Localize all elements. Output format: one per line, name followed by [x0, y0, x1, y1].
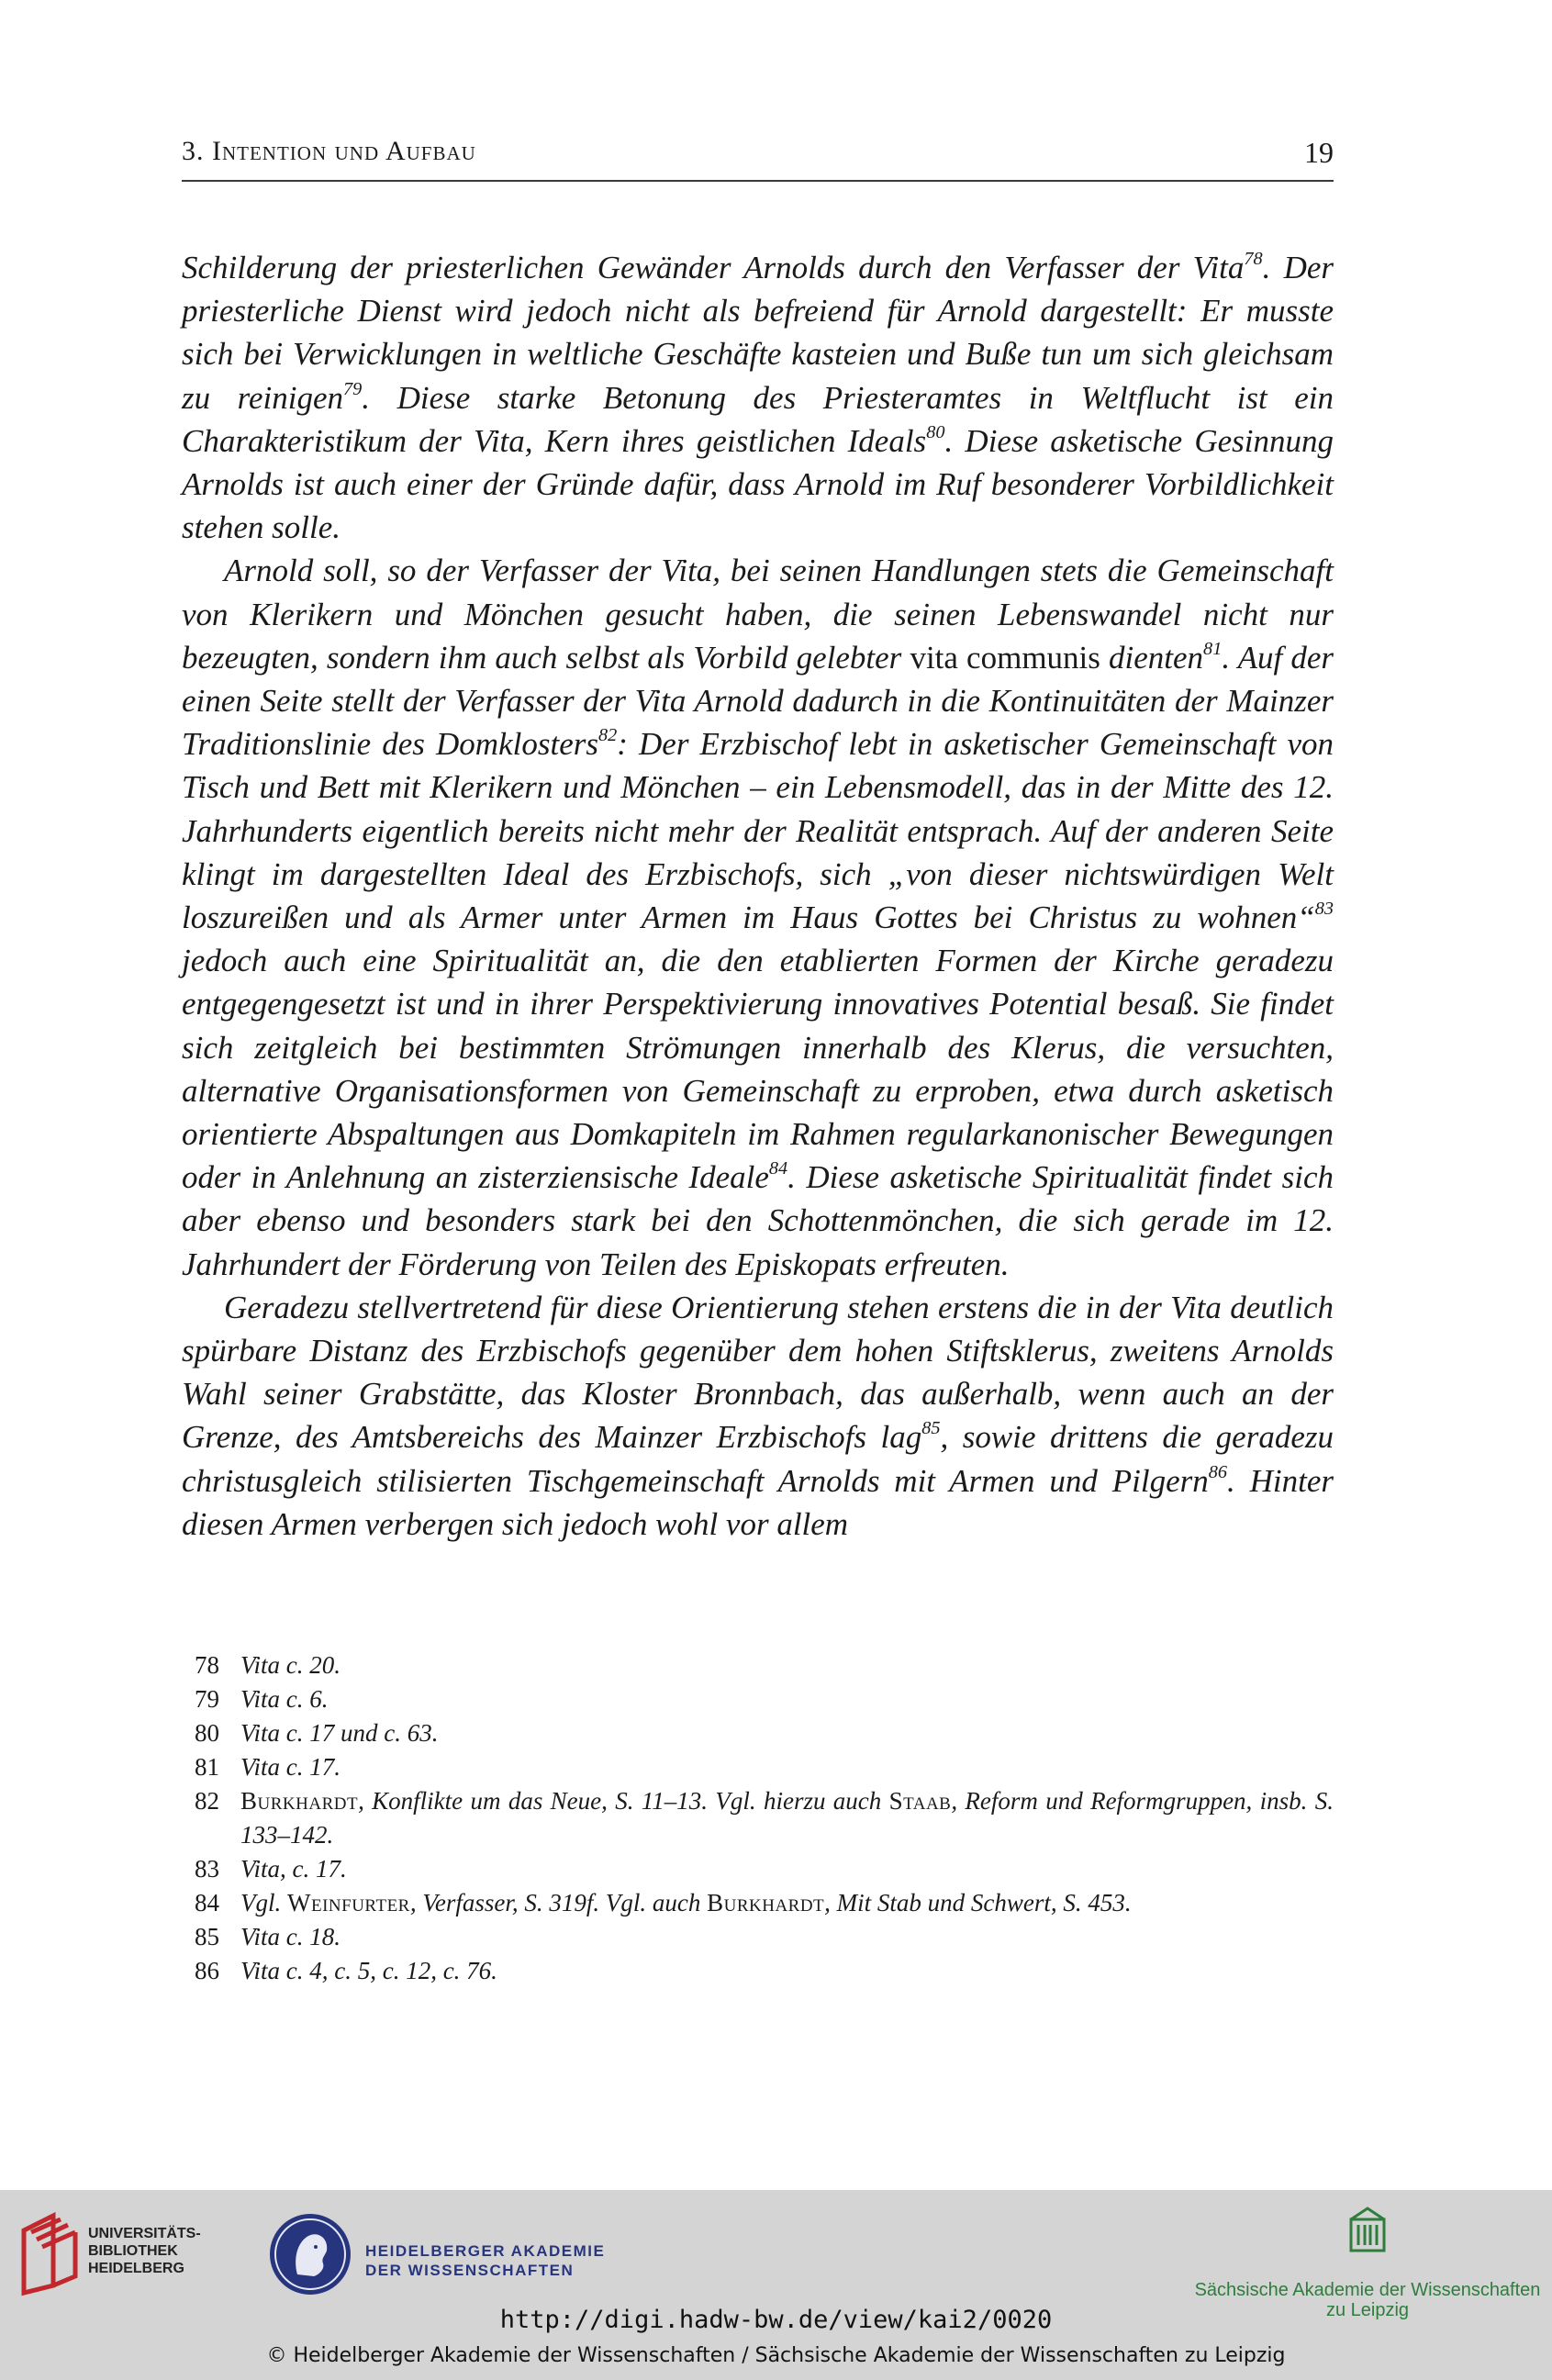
- footnote-text: [240, 1852, 1334, 1886]
- footnote-number: 79: [195, 1685, 219, 1713]
- footnote-text: [240, 1716, 1334, 1750]
- footnote: [195, 1784, 1334, 1852]
- text-run: , Verfasser, S. 319f. Vgl. auch: [409, 1889, 708, 1916]
- footnote-ref[interactable]: 86: [1208, 1461, 1228, 1482]
- text-run: . Der priesterliche Dienst wird jedoch nicht als befreiend für Arnold dargestellt: Er musste sich bei Verwicklungen in weltliche Geschäfte kasteien und Buße tun um sich gleichsam zu reinigen: [182, 250, 1334, 416]
- text-run: Schilderung der priesterlichen Gewänder Arnolds durch den Verfasser der Vita: [182, 250, 1245, 285]
- footnote: [195, 1682, 1334, 1716]
- footnote-number: 80: [195, 1719, 219, 1747]
- footer-band: [0, 2190, 1552, 2380]
- footnote: [195, 1920, 1334, 1954]
- text-run: Vita c. 4, c. 5, c. 12, c. 76.: [240, 1957, 497, 1984]
- ub-line: HEIDELBERG: [88, 2261, 184, 2276]
- hadw-line: HEIDELBERGER AKADEMIE: [365, 2242, 606, 2260]
- latin-term: vita communis: [910, 639, 1100, 676]
- saw-logo[interactable]: [1193, 2205, 1542, 2320]
- text-run: Geradezu stellvertretend für diese Orientierung stehen erstens die in der Vita deutlich spürbare Distanz des Erzbischofs gegenüber dem hohen Stiftsklerus, zweitens Arnolds Wahl seiner Grabstätte, das Kloster Bronnbach, das außerhalb, wenn auch an der Grenze, des Amtsbereichs des Mainzer Erzbischofs lag: [182, 1289, 1334, 1456]
- text-run: . Diese asketische Gesinnung Arnolds ist auch einer der Gründe dafür, dass Arnold im Ruf besonderer Vorbildlichkeit stehen solle.: [182, 422, 1334, 546]
- ub-heidelberg-logo-icon: [17, 2212, 83, 2296]
- footnote-ref[interactable]: 82: [597, 725, 618, 746]
- author-name: Staab: [888, 1787, 952, 1815]
- text-run: Arnold soll, so der Verfasser der Vita, bei seinen Handlungen stets die Gemeinschaft von Klerikern und Mönchen gesucht haben, die seinen Lebenswandel nicht nur bezeugten, sondern ihm auch selbst als Vorbild gelebter: [182, 553, 1334, 676]
- text-run: Vita c. 20.: [240, 1651, 341, 1679]
- text-run: . Diese starke Betonung des Priesteramtes in Weltflucht ist ein Charakteristikum der Vita, Kern ihres geistlichen Ideals: [182, 379, 1334, 459]
- footnote-number: 78: [195, 1651, 219, 1679]
- text-run: Vita c. 18.: [240, 1923, 341, 1950]
- footnote: [195, 1750, 1334, 1784]
- text-run: : Der Erzbischof lebt in asketischer Gemeinschaft von Tisch und Bett mit Klerikern und Mönchen – ein Lebensmodell, das in der Mitte des 12. Jahrhunderts eigentlich bereits nicht mehr der Realität entsprach. Auf der anderen Seite klingt im dargestellten Ideal des Erzbischofs, sich „von dieser nichtswürdigen Welt loszureißen und als Armer unter Armen im Haus Gottes bei Christus zu wohnen“: [182, 726, 1334, 936]
- footnote-number: 82: [195, 1787, 219, 1815]
- copyright-notice: © Heidelberger Akademie der Wissenschaften / Sächsische Akademie der Wissenschaften zu Leipzig: [266, 2344, 1286, 2367]
- author-name: Weinfurter: [287, 1889, 410, 1916]
- footnote-text: [240, 1954, 1334, 1988]
- footnote: [195, 1648, 1334, 1682]
- footnotes: [195, 1648, 1334, 1988]
- footnote-text: [240, 1682, 1334, 1716]
- footnote-ref[interactable]: 85: [921, 1418, 941, 1439]
- text-run: Vita c. 17 und c. 63.: [240, 1719, 439, 1747]
- footnote-text: [240, 1920, 1334, 1954]
- footnote-ref[interactable]: 80: [926, 421, 945, 442]
- footnote-ref[interactable]: 81: [1203, 638, 1223, 659]
- hadw-wordmark: [365, 2241, 605, 2280]
- footnote-text: [240, 1784, 1334, 1852]
- author-name: Burkhardt: [707, 1889, 825, 1916]
- footnote-number: 85: [195, 1923, 219, 1950]
- running-head: 3. Intention und Aufbau: [182, 136, 476, 166]
- ub-heidelberg-logo[interactable]: [17, 2212, 228, 2304]
- hadw-portrait-seal-icon: [266, 2210, 354, 2298]
- saw-building-icon: [1347, 2205, 1388, 2254]
- text-run: . Diese asketische Spiritualität findet sich aber ebenso und besonders stark bei den Schottenmönchen, die sich gerade im 12. Jahrhundert der Förderung von Teilen des Episkopats erfreuten.: [182, 1159, 1334, 1282]
- footnote-number: 81: [195, 1753, 219, 1781]
- ub-heidelberg-wordmark: [88, 2225, 201, 2277]
- footnote-ref[interactable]: 84: [768, 1158, 788, 1179]
- text-run: , Mit Stab und Schwert, S. 453.: [824, 1889, 1132, 1916]
- footnote-text: [240, 1886, 1334, 1920]
- text-run: Vgl.: [240, 1889, 287, 1916]
- footnote: [195, 1954, 1334, 1988]
- hadw-line: DER WISSENSCHAFTEN: [365, 2262, 575, 2279]
- text-run: Vita, c. 17.: [240, 1855, 347, 1883]
- body-text: [182, 246, 1334, 1546]
- text-run: . Auf der einen Seite stellt der Verfasser der Vita Arnold dadurch in die Kontinuitäten der Mainzer Traditionslinie des Domklosters: [182, 639, 1334, 763]
- footnote-ref[interactable]: 78: [1244, 248, 1263, 269]
- footnote: [195, 1886, 1334, 1920]
- body-paragraph: [182, 246, 1334, 549]
- author-name: Burkhardt: [240, 1787, 359, 1815]
- text-run: jedoch auch eine Spiritualität an, die den etablierten Formen der Kirche geradezu entgegengesetzt ist und in ihrer Perspektivierung innovatives Potential besaß. Sie findet sich zeitgleich bei bestimmten Strömungen innerhalb des Klerus, die versuchten, alternative Organisationsformen von Gemeinschaft zu erproben, etwa durch asketisch orientierte Abspaltungen aus Domkapiteln im Rahmen regularkanonischer Bewegungen oder in Anlehnung an zisterziensische Ideale: [182, 943, 1334, 1196]
- text-run: . Hinter diesen Armen verbergen sich jedoch wohl vor allem: [182, 1462, 1334, 1542]
- footnote-ref[interactable]: 83: [1314, 898, 1334, 919]
- text-run: , sowie drittens die geradezu christusgleich stilisierten Tischgemeinschaft Arnolds mit Armen und Pilgern: [182, 1419, 1334, 1499]
- text-run: dienten: [1100, 639, 1204, 676]
- footnote: [195, 1716, 1334, 1750]
- text-run: Vita c. 6.: [240, 1685, 329, 1713]
- footnote: [195, 1852, 1334, 1886]
- footnote-ref[interactable]: 79: [343, 378, 363, 399]
- body-paragraph: [182, 1286, 1334, 1546]
- text-run: , Konflikte um das Neue, S. 11–13. Vgl. hierzu auch: [358, 1787, 889, 1815]
- footnote-number: 83: [195, 1855, 219, 1883]
- saw-line: Sächsische Akademie der Wissenschaften: [1194, 2280, 1541, 2300]
- text-run: , Reform und Reformgruppen, insb. S. 133–142.: [240, 1787, 1334, 1849]
- page-header: [182, 134, 1334, 182]
- hadw-logo[interactable]: [266, 2210, 652, 2302]
- footnote-text: [240, 1750, 1334, 1784]
- ub-line: UNIVERSITÄTS-: [88, 2226, 201, 2241]
- footnote-text: [240, 1648, 1334, 1682]
- text-run: Vita c. 17.: [240, 1753, 341, 1781]
- ub-line: BIBLIOTHEK: [88, 2243, 178, 2259]
- page-number: 19: [1304, 136, 1334, 169]
- body-paragraph: [182, 549, 1334, 1285]
- source-url-link[interactable]: http://digi.hadw-bw.de/view/kai2/0020: [499, 2306, 1053, 2334]
- saw-line: zu Leipzig: [1325, 2300, 1410, 2320]
- footnote-number: 86: [195, 1957, 219, 1984]
- footnote-number: 84: [195, 1889, 219, 1916]
